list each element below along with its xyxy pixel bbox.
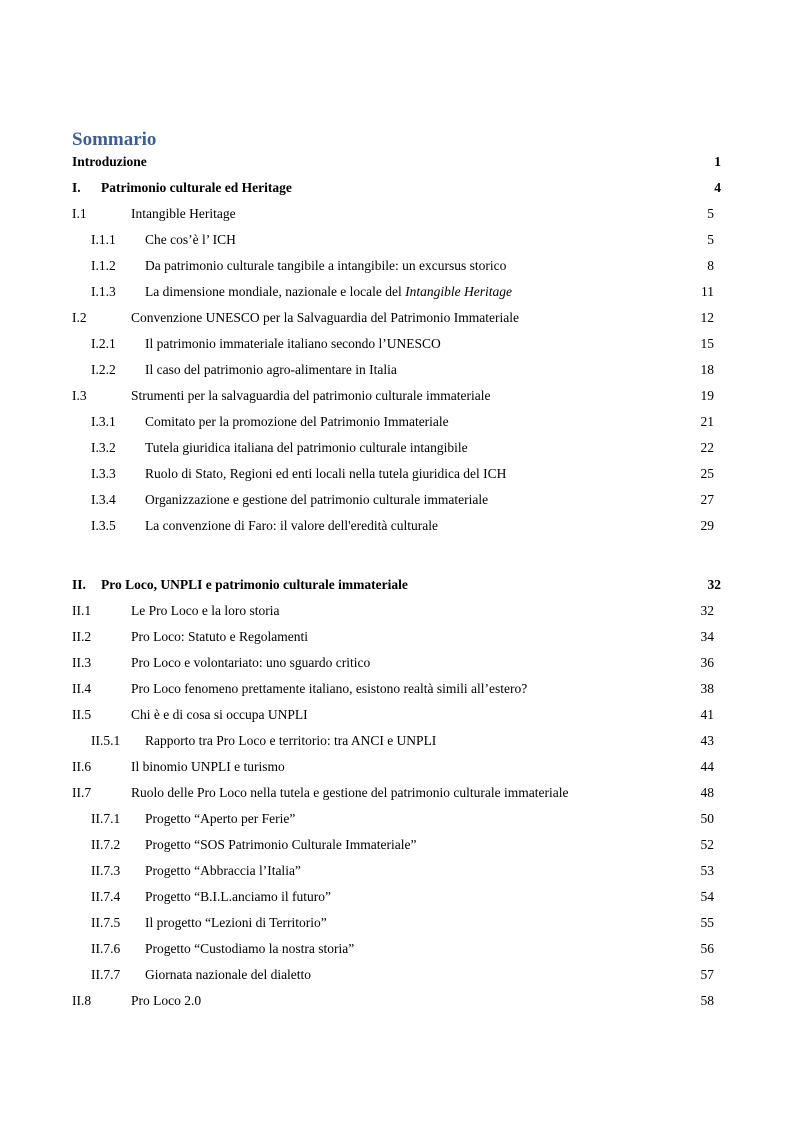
- toc-entry-chapter-1[interactable]: [0, 178, 793, 198]
- toc-entry-number: II.4: [72, 681, 92, 696]
- toc-entry-number: II.: [72, 577, 86, 592]
- toc-entry-number: II.3: [72, 655, 92, 670]
- toc-entry-title: Pro Loco: Statuto e Regolamenti: [131, 629, 308, 644]
- toc-entry-number: I.1.2: [91, 258, 116, 273]
- toc-entry-page: 36: [700, 655, 714, 670]
- toc-entry-II-5-1[interactable]: [0, 731, 793, 751]
- toc-entry-I-2[interactable]: [0, 308, 793, 328]
- toc-entry-II-7-4[interactable]: [0, 887, 793, 907]
- toc-entry-number: II.5.1: [91, 733, 121, 748]
- toc-entry-II-4[interactable]: [0, 679, 793, 699]
- toc-entry-number: I.3.5: [91, 518, 116, 533]
- toc-entry-title: Tutela giuridica italiana del patrimonio culturale intangibile: [145, 440, 468, 455]
- toc-entry-II-5[interactable]: [0, 705, 793, 725]
- toc-entry-number: II.1: [72, 603, 92, 618]
- toc-entry-title: Pro Loco, UNPLI e patrimonio culturale immateriale: [101, 577, 408, 592]
- toc-entry-I-3-1[interactable]: [0, 412, 793, 432]
- toc-entry-page: 15: [700, 336, 714, 351]
- toc-entry-page: 11: [701, 284, 714, 299]
- toc-entry-number: I.2.1: [91, 336, 116, 351]
- toc-entry-title: Pro Loco 2.0: [131, 993, 202, 1008]
- toc-entry-page: 43: [700, 733, 714, 748]
- toc-entry-title-italic: Intangible Heritage: [405, 284, 513, 299]
- toc-entry-title: Le Pro Loco e la loro storia: [131, 603, 280, 618]
- toc-entry-number: II.7.3: [91, 863, 121, 878]
- toc-entry-number: I.1.1: [91, 232, 116, 247]
- toc-heading: Sommario: [72, 129, 157, 150]
- toc-entry-number: I.2: [72, 310, 87, 325]
- toc-entry-page: 53: [700, 863, 714, 878]
- toc-entry-title: Giornata nazionale del dialetto: [145, 967, 312, 982]
- toc-entry-title: Progetto “SOS Patrimonio Culturale Immateriale”: [145, 837, 417, 852]
- toc-entry-number: I.3: [72, 388, 87, 403]
- toc-entry-page: 22: [700, 440, 714, 455]
- toc-entry-I-1-2[interactable]: [0, 256, 793, 276]
- toc-entry-page: 5: [707, 206, 714, 221]
- toc-entry-page: 19: [700, 388, 714, 403]
- toc-entry-title: Il progetto “Lezioni di Territorio”: [145, 915, 327, 930]
- toc-entry-II-7-6[interactable]: [0, 939, 793, 959]
- toc-entry-title: Il binomio UNPLI e turismo: [131, 759, 285, 774]
- toc-entry-number: I.3.3: [91, 466, 116, 481]
- toc-entry-title: Ruolo delle Pro Loco nella tutela e gestione del patrimonio culturale immateriale: [131, 785, 569, 800]
- toc-entry-number: I.2.2: [91, 362, 116, 377]
- toc-entry-title: Progetto “Aperto per Ferie”: [145, 811, 296, 826]
- toc-entry-title: Patrimonio culturale ed Heritage: [101, 180, 292, 195]
- toc-entry-page: 44: [700, 759, 714, 774]
- toc-entry-II-7-5[interactable]: [0, 913, 793, 933]
- toc-entry-page: 57: [700, 967, 714, 982]
- toc-entry-title: Il caso del patrimonio agro-alimentare in Italia: [145, 362, 397, 377]
- toc-entry-II-8[interactable]: [0, 991, 793, 1011]
- toc-entry-page: 4: [714, 180, 721, 195]
- toc-entry-I-3-5[interactable]: [0, 516, 793, 536]
- toc-entry-title: Progetto “Custodiamo la nostra storia”: [145, 941, 355, 956]
- toc-entry-title: Convenzione UNESCO per la Salvaguardia del Patrimonio Immateriale: [131, 310, 520, 325]
- toc-entry-II-7-2[interactable]: [0, 835, 793, 855]
- toc-entry-introduzione[interactable]: [0, 152, 793, 172]
- toc-entry-title: Introduzione: [72, 154, 147, 169]
- toc-entry-page: 32: [707, 577, 721, 592]
- toc-entry-number: I.3.2: [91, 440, 116, 455]
- toc-entry-title: Ruolo di Stato, Regioni ed enti locali nella tutela giuridica del ICH: [145, 466, 507, 481]
- toc-entry-number: II.7.4: [91, 889, 121, 904]
- toc-entry-page: 52: [700, 837, 714, 852]
- toc-entry-number: II.7.1: [91, 811, 121, 826]
- toc-entry-title: Pro Loco fenomeno prettamente italiano, esistono realtà simili all’estero?: [131, 681, 528, 696]
- toc-entry-title: Strumenti per la salvaguardia del patrimonio culturale immateriale: [131, 388, 491, 403]
- toc-entry-title: Chi è e di cosa si occupa UNPLI: [131, 707, 308, 722]
- toc-entry-number: I.1.3: [91, 284, 116, 299]
- toc-entry-page: 1: [714, 154, 721, 169]
- toc-entry-I-1-1[interactable]: [0, 230, 793, 250]
- toc-entry-page: 56: [700, 941, 714, 956]
- toc-entry-I-3-3[interactable]: [0, 464, 793, 484]
- toc-entry-title: Progetto “B.I.L.anciamo il futuro”: [145, 889, 331, 904]
- toc-entry-page: 29: [700, 518, 714, 533]
- toc-entry-II-2[interactable]: [0, 627, 793, 647]
- toc-entry-II-7-1[interactable]: [0, 809, 793, 829]
- toc-entry-II-7-3[interactable]: [0, 861, 793, 881]
- toc-entry-page: 38: [700, 681, 714, 696]
- toc-entry-page: 50: [700, 811, 714, 826]
- toc-entry-page: 34: [700, 629, 714, 644]
- toc-entry-title-group: [145, 282, 512, 302]
- toc-entry-II-7-7[interactable]: [0, 965, 793, 985]
- toc-entry-title: Da patrimonio culturale tangibile a intangibile: un excursus storico: [145, 258, 507, 273]
- toc-entry-II-1[interactable]: [0, 601, 793, 621]
- toc-entry-page: 5: [707, 232, 714, 247]
- toc-entry-page: 55: [700, 915, 714, 930]
- toc-entry-title: Organizzazione e gestione del patrimonio culturale immateriale: [145, 492, 489, 507]
- toc-entry-I-2-2[interactable]: [0, 360, 793, 380]
- toc-entry-number: II.7.5: [91, 915, 121, 930]
- toc-entry-number: II.8: [72, 993, 92, 1008]
- toc-entry-number: II.7.7: [91, 967, 121, 982]
- toc-entry-number: II.7.2: [91, 837, 121, 852]
- toc-entry-title: La convenzione di Faro: il valore dell'eredità culturale: [145, 518, 438, 533]
- toc-entry-II-6[interactable]: [0, 757, 793, 777]
- toc-entry-title: Pro Loco e volontariato: uno sguardo critico: [131, 655, 371, 670]
- toc-entry-page: 41: [700, 707, 714, 722]
- toc-entry-number: I.3.4: [91, 492, 116, 507]
- toc-entry-page: 25: [700, 466, 714, 481]
- toc-entry-title: La dimensione mondiale, nazionale e locale del: [145, 284, 406, 299]
- toc-entry-I-1[interactable]: [0, 204, 793, 224]
- toc-entry-number: II.5: [72, 707, 92, 722]
- toc-entry-number: I.3.1: [91, 414, 116, 429]
- toc-entry-page: 21: [700, 414, 714, 429]
- toc-entry-number: I.: [72, 180, 81, 195]
- toc-entry-title: Che cos’è l’ ICH: [145, 232, 236, 247]
- toc-entry-number: II.7.6: [91, 941, 121, 956]
- toc-entry-page: 18: [700, 362, 714, 377]
- toc-entry-number: II.2: [72, 629, 92, 644]
- toc-entry-page: 12: [700, 310, 714, 325]
- toc-entry-I-3-4[interactable]: [0, 490, 793, 510]
- toc-entry-title: Comitato per la promozione del Patrimonio Immateriale: [145, 414, 449, 429]
- toc-entry-title: Intangible Heritage: [131, 206, 236, 221]
- toc-entry-II-3[interactable]: [0, 653, 793, 673]
- toc-entry-page: 32: [700, 603, 714, 618]
- toc-entry-II-7[interactable]: [0, 783, 793, 803]
- toc-entry-page: 8: [707, 258, 714, 273]
- toc-entry-title: Progetto “Abbraccia l’Italia”: [145, 863, 301, 878]
- toc-entry-chapter-2[interactable]: [0, 575, 793, 595]
- toc-entry-I-3[interactable]: [0, 386, 793, 406]
- toc-entry-page: 48: [700, 785, 714, 800]
- toc-entry-title: Il patrimonio immateriale italiano secondo l’UNESCO: [145, 336, 441, 351]
- toc-entry-number: II.7: [72, 785, 92, 800]
- toc-entry-I-1-3[interactable]: [0, 282, 793, 302]
- toc-entry-number: I.1: [72, 206, 87, 221]
- toc-entry-page: 27: [700, 492, 714, 507]
- toc-entry-page: 58: [700, 993, 714, 1008]
- toc-entry-title: Rapporto tra Pro Loco e territorio: tra ANCI e UNPLI: [145, 733, 437, 748]
- toc-entry-I-3-2[interactable]: [0, 438, 793, 458]
- toc-entry-page: 54: [700, 889, 714, 904]
- toc-entry-I-2-1[interactable]: [0, 334, 793, 354]
- toc-entry-number: II.6: [72, 759, 92, 774]
